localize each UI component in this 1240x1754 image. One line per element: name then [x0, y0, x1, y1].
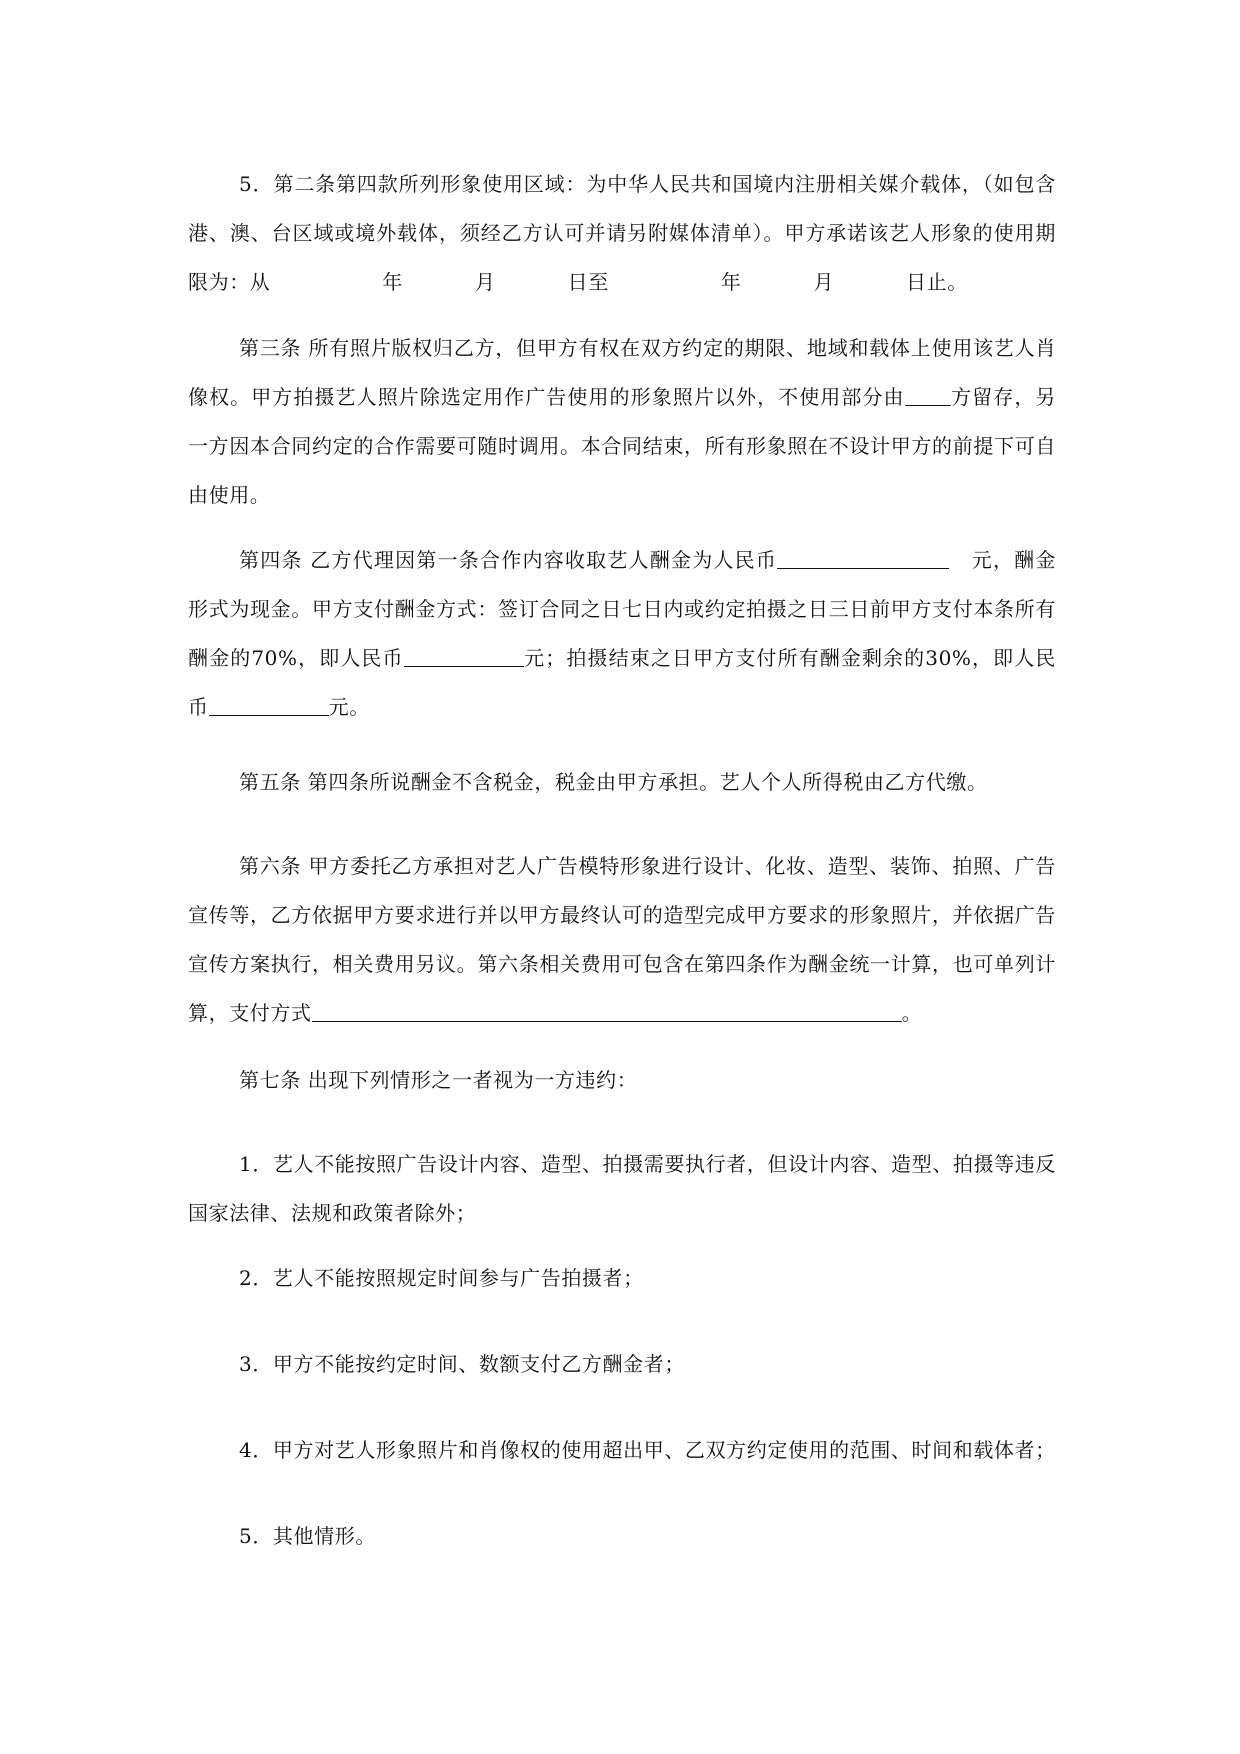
clause-text: 。 — [901, 1001, 923, 1025]
clause-text: 方留存，另一方因本合同约定的合作需要可随时调用。本合同结束，所有形象照在不设计甲方的前提下可自由使用。 — [188, 385, 1056, 507]
year-label: 年 — [382, 270, 404, 294]
day-to-label: 日至 — [567, 270, 609, 294]
clause-7-item-5 — [188, 1512, 1056, 1561]
clause-text: 4．甲方对艺人形象照片和肖像权的使用超出甲、乙双方约定使用的范围、时间和载体者； — [239, 1438, 1056, 1462]
clause-text: 1．艺人不能按照广告设计内容、造型、拍摄需要执行者，但设计内容、造型、拍摄等违反国家法律、法规和政策者除外； — [188, 1152, 1056, 1225]
party-blank[interactable] — [905, 385, 951, 406]
clause-6 — [188, 842, 1056, 1038]
clause-2-item-5 — [188, 160, 1056, 307]
clause-5 — [188, 758, 1056, 807]
clause-7-item-2 — [188, 1254, 1056, 1303]
year-label: 年 — [720, 270, 742, 294]
clause-text: 第三条 所有照片版权归乙方，但甲方有权在双方约定的期限、地域和载体上使用该艺人肖像权。甲方拍摄艺人照片除选定用作广告使用的形象照片以外，不使用部分由 — [188, 336, 1056, 409]
total-fee-blank[interactable] — [777, 548, 949, 569]
clause-text: 第五条 第四条所说酬金不含税金，税金由甲方承担。艺人个人所得税由乙方代缴。 — [239, 770, 988, 794]
clause-4 — [188, 536, 1056, 732]
clause-3 — [188, 324, 1056, 520]
clause-text: 第七条 出现下列情形之一者视为一方违约： — [239, 1068, 638, 1092]
clause-text: 元。 — [328, 695, 370, 719]
clause-text: 第四条 乙方代理因第一条合作内容收取艺人酬金为人民币 — [239, 548, 778, 572]
clause-text: 5．其他情形。 — [239, 1524, 376, 1548]
day-end-label: 日止。 — [906, 270, 968, 294]
first-payment-blank[interactable] — [404, 646, 524, 667]
clause-text: 元，酬金形式为现金。甲方支付酬金方式：签订合同之日七日内或约定拍摄之日三日前甲方支付本条所有酬金的70%，即人民币 — [188, 548, 1056, 670]
clause-text: 第六条 甲方委托乙方承担对艺人广告模特形象进行设计、化妆、造型、装饰、拍照、广告宣传等，乙方依据甲方要求进行并以甲方最终认可的造型完成甲方要求的形象照片，并依据广告宣传方案执行，相关费用另议。第六条相关费用可包含在第四条作为酬金统一计算，也可单列计算，支付方式 — [188, 854, 1056, 1025]
month-label: 月 — [813, 270, 835, 294]
clause-7-item-3 — [188, 1340, 1056, 1389]
clause-7-item-4 — [188, 1426, 1056, 1475]
final-payment-blank[interactable] — [209, 695, 329, 716]
clause-7-item-1 — [188, 1140, 1056, 1238]
payment-method-blank[interactable] — [312, 1001, 902, 1022]
clause-text: 3．甲方不能按约定时间、数额支付乙方酬金者； — [239, 1352, 685, 1376]
clause-text: 2．艺人不能按照规定时间参与广告拍摄者； — [239, 1266, 644, 1290]
clause-text: 元；拍摄结束之日甲方支付所有酬金剩余的30%，即人民币 — [188, 646, 1056, 719]
month-label: 月 — [475, 270, 496, 294]
clause-text: 5．第二条第四款所列形象使用区域：为中华人民共和国境内注册相关媒介载体，（如包含港、澳、台区域或境外载体，须经乙方认可并请另附媒体清单）。甲方承诺该艺人形象的使用期限为：从 — [188, 172, 1056, 294]
clause-7 — [188, 1056, 1056, 1105]
